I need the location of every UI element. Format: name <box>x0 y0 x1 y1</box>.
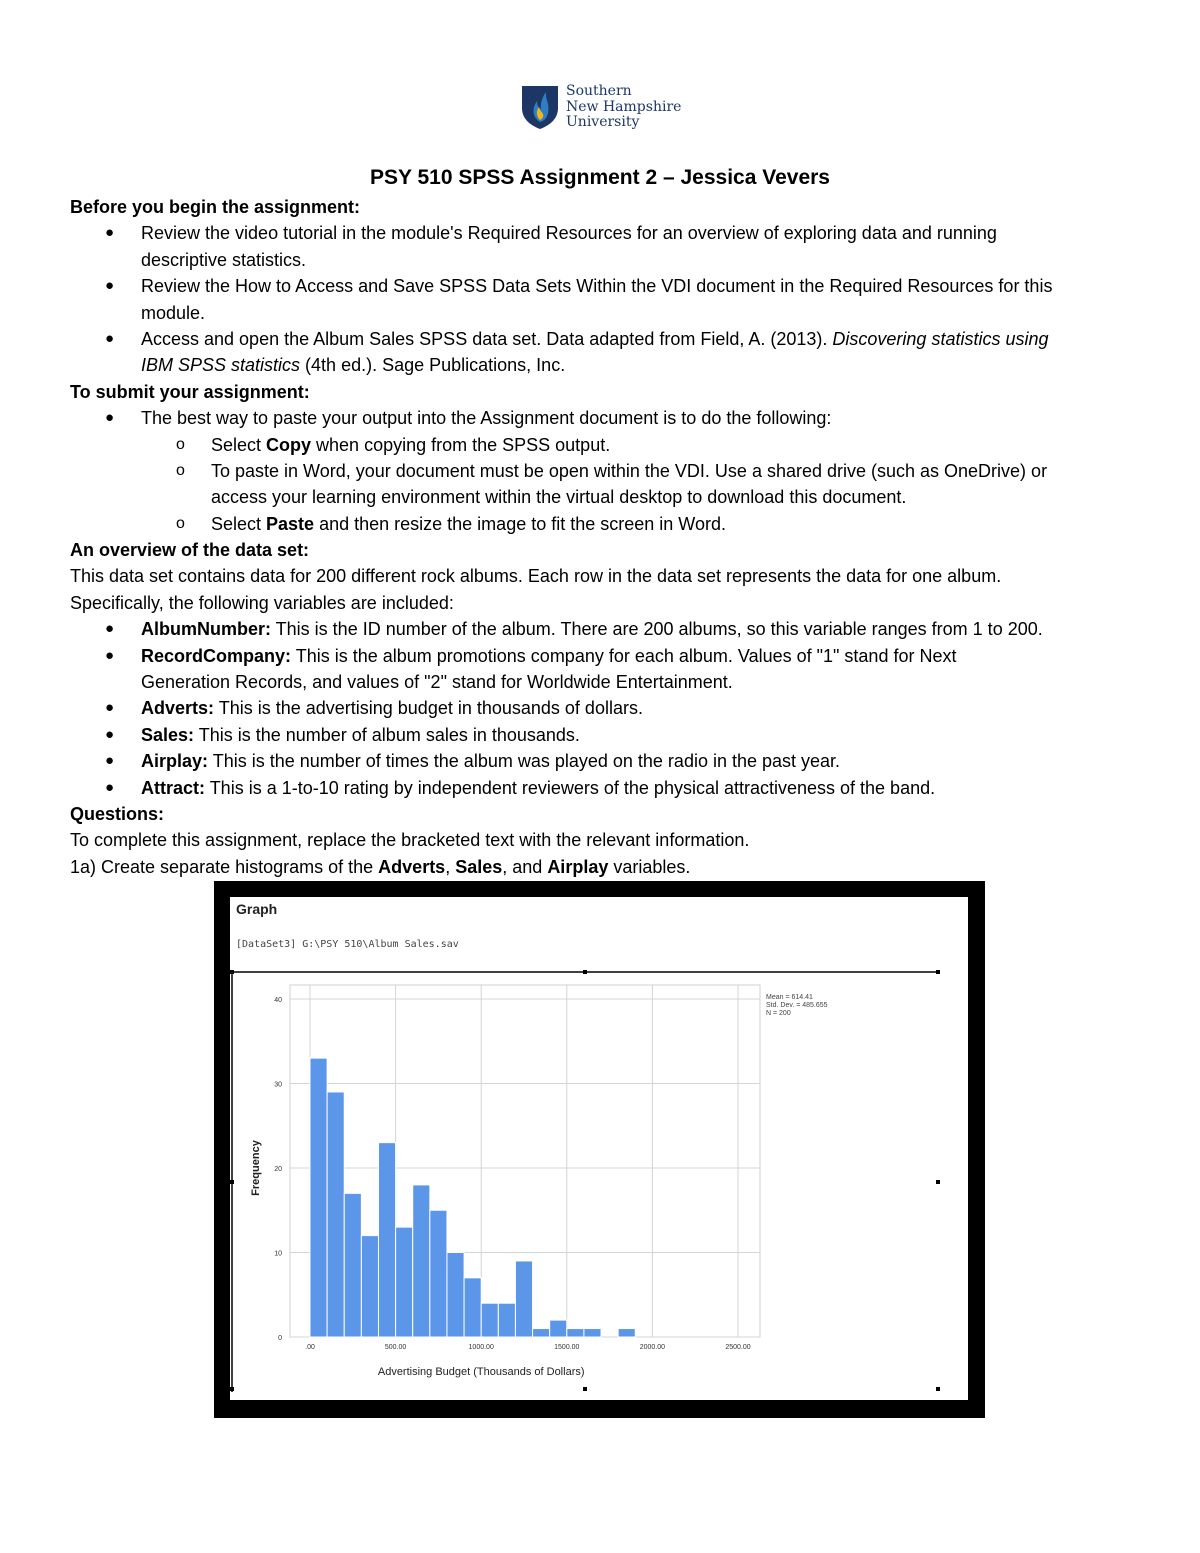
variable-attract <box>70 775 1140 801</box>
logo-line-2: New Hampshire <box>566 98 682 115</box>
submit-sub-1 <box>70 432 1140 458</box>
selection-handle <box>936 1387 940 1391</box>
logo-wordmark <box>566 84 681 131</box>
histogram-bar <box>584 1329 601 1337</box>
overview-paragraph-2: Specifically, the following variables are included: <box>70 592 454 613</box>
histogram-bar <box>550 1320 567 1337</box>
variable-name: Sales: <box>141 724 195 745</box>
text: Review the How to Access and Save SPSS Data Sets Within the VDI document in the Required Resources for this <box>141 276 1053 297</box>
document-title: PSY 510 SPSS Assignment 2 – Jessica Vevers <box>370 166 830 189</box>
y-tick-label: 20 <box>274 1166 282 1173</box>
text: , <box>445 856 456 877</box>
x-tick-label: .00 <box>305 1344 315 1351</box>
text: , and <box>502 856 548 877</box>
x-tick-label: 1500.00 <box>554 1344 580 1351</box>
bullet-icon: ● <box>105 699 115 717</box>
text: when copying from the SPSS output. <box>311 434 611 455</box>
questions-intro: To complete this assignment, replace the bracketed text with the relevant information. <box>70 830 750 851</box>
selection-handle <box>230 970 234 974</box>
text-bold: Sales <box>455 856 503 877</box>
y-tick-label: 30 <box>274 1081 282 1089</box>
variable-desc: This is a 1-to-10 rating by independent reviewers of the physical attractiveness of the band. <box>205 777 936 798</box>
text: Access and open the Album Sales SPSS data set. Data adapted from Field, A. (2013). <box>141 328 833 349</box>
histogram-bar <box>327 1092 344 1337</box>
variable-album-number <box>70 616 1140 642</box>
histogram-bar <box>447 1253 464 1338</box>
text-bold: Airplay <box>547 856 609 877</box>
text-bold: Copy <box>266 434 312 455</box>
variable-desc: This is the number of times the album was played on the radio in the past year. <box>208 751 841 772</box>
questions-heading: Questions: <box>70 803 165 824</box>
variable-name: AlbumNumber: <box>141 619 271 640</box>
bullet-icon: ● <box>105 752 115 770</box>
overview-paragraph-1: This data set contains data for 200 different rock albums. Each row in the data set represents the data for one album. <box>70 566 1002 587</box>
bullet-icon: ● <box>105 725 115 743</box>
histogram-bar <box>430 1210 447 1337</box>
text-bold: Adverts <box>378 856 446 877</box>
x-tick-label: 2500.00 <box>725 1344 751 1351</box>
histogram-bar <box>481 1303 498 1337</box>
histogram-bar <box>413 1185 430 1337</box>
bullet-icon: ● <box>105 277 115 295</box>
x-axis-label: Advertising Budget (Thousands of Dollars) <box>377 1366 585 1378</box>
dataset-path: [DataSet3] G:\PSY 510\Album Sales.sav <box>236 939 459 950</box>
text: Select <box>211 513 267 534</box>
histogram-bar <box>310 1058 327 1337</box>
text: variables. <box>608 856 691 877</box>
book-title: IBM SPSS statistics <box>141 355 301 376</box>
text-bold: Paste <box>266 513 315 534</box>
variable-desc: This is the advertising budget in thousands of dollars. <box>214 698 643 719</box>
selection-handle <box>230 1180 234 1184</box>
before-bullet-3 <box>70 326 1140 352</box>
selection-handle <box>583 1387 587 1391</box>
text: The best way to paste your output into the Assignment document is to do the following: <box>141 408 832 429</box>
before-bullet-3-cont <box>70 352 1140 378</box>
logo-line-1: Southern <box>566 83 632 99</box>
before-bullet-2 <box>70 273 1140 299</box>
bullet-icon: ● <box>105 646 115 664</box>
selection-handle <box>583 970 587 974</box>
histogram-bar <box>533 1329 550 1337</box>
variable-name: RecordCompany: <box>141 645 292 666</box>
circle-bullet-icon: o <box>176 435 185 453</box>
variable-record-company-cont: Generation Records, and values of "2" stand for Worldwide Entertainment. <box>141 672 733 693</box>
bullet-icon: ● <box>105 620 115 638</box>
submit-heading: To submit your assignment: <box>70 381 310 402</box>
bullet-icon: ● <box>105 778 115 796</box>
bullet-icon: ● <box>105 329 115 347</box>
histogram-bar <box>396 1227 413 1337</box>
variable-desc: This is the album promotions company for each album. Values of "1" stand for Next <box>291 645 957 666</box>
variable-name: Adverts: <box>141 698 215 719</box>
submit-sub-2 <box>70 458 1140 484</box>
bullet-icon: ● <box>105 409 115 427</box>
y-tick-label: 10 <box>274 1250 282 1258</box>
stats-legend-line: Mean = 614.41 <box>766 994 813 1001</box>
stats-legend-line: Std. Dev. = 485.655 <box>766 1002 828 1009</box>
spss-output-figure <box>214 881 985 1418</box>
text: (4th ed.). Sage Publications, Inc. <box>300 355 566 376</box>
stats-legend-line: N = 200 <box>766 1010 791 1017</box>
snhu-logo <box>520 84 690 134</box>
submit-sub-3 <box>70 511 1140 537</box>
text: To paste in Word, your document must be open within the VDI. Use a shared drive (such as OneDrive) or <box>211 460 1048 481</box>
histogram-bar <box>361 1236 378 1337</box>
selection-handle <box>936 1180 940 1184</box>
histogram-bar <box>344 1193 361 1337</box>
selection-handle <box>230 1387 234 1391</box>
variable-record-company <box>70 643 1140 669</box>
logo-line-3: University <box>566 114 640 130</box>
variable-desc: This is the number of album sales in thousands. <box>194 724 580 745</box>
y-tick-label: 40 <box>274 997 282 1004</box>
variable-desc: This is the ID number of the album. There are 200 albums, so this variable ranges from 1 to 200. <box>271 619 1043 640</box>
overview-heading: An overview of the data set: <box>70 540 310 561</box>
before-bullet-1-cont: descriptive statistics. <box>141 249 307 270</box>
histogram-bar <box>567 1329 584 1337</box>
graph-heading: Graph <box>236 901 278 917</box>
book-title: Discovering statistics using <box>832 328 1049 349</box>
question-1a <box>70 854 1140 880</box>
y-axis-label: Frequency <box>250 1140 262 1196</box>
histogram-bar <box>618 1329 635 1337</box>
before-bullet-2-cont: module. <box>141 302 206 323</box>
variable-airplay <box>70 748 1140 774</box>
text: and then resize the image to fit the screen in Word. <box>314 513 726 534</box>
x-tick-label: 2000.00 <box>639 1344 666 1351</box>
before-heading: Before you begin the assignment: <box>70 197 361 217</box>
document-body <box>70 194 1140 880</box>
variable-name: Airplay: <box>141 751 209 772</box>
variable-adverts <box>70 695 1140 721</box>
circle-bullet-icon: o <box>176 461 185 479</box>
snhu-shield-icon <box>520 84 560 130</box>
submit-bullet-1 <box>70 405 1140 431</box>
selection-handle <box>936 970 940 974</box>
circle-bullet-icon: o <box>176 514 185 532</box>
histogram-bar <box>378 1143 395 1337</box>
spss-output-panel <box>230 897 968 1400</box>
histogram-chart <box>230 897 968 1400</box>
before-bullet-1 <box>70 220 1140 246</box>
variable-sales <box>70 722 1140 748</box>
histogram-bar <box>464 1278 481 1337</box>
y-tick-label: 0 <box>278 1335 282 1342</box>
x-tick-label: 500.00 <box>384 1344 407 1351</box>
x-tick-label: 1000.00 <box>468 1344 494 1351</box>
histogram-bar <box>498 1303 515 1337</box>
submit-sub-2-cont: access your learning environment within the virtual desktop to download this document. <box>211 487 907 508</box>
variable-name: Attract: <box>141 777 206 798</box>
text: Review the video tutorial in the module's Required Resources for an overview of exploring data and running <box>141 223 997 244</box>
text: 1a) Create separate histograms of the <box>70 856 379 877</box>
histogram-bar <box>515 1261 532 1337</box>
text: Select <box>211 434 267 455</box>
bullet-icon: ● <box>105 224 115 242</box>
